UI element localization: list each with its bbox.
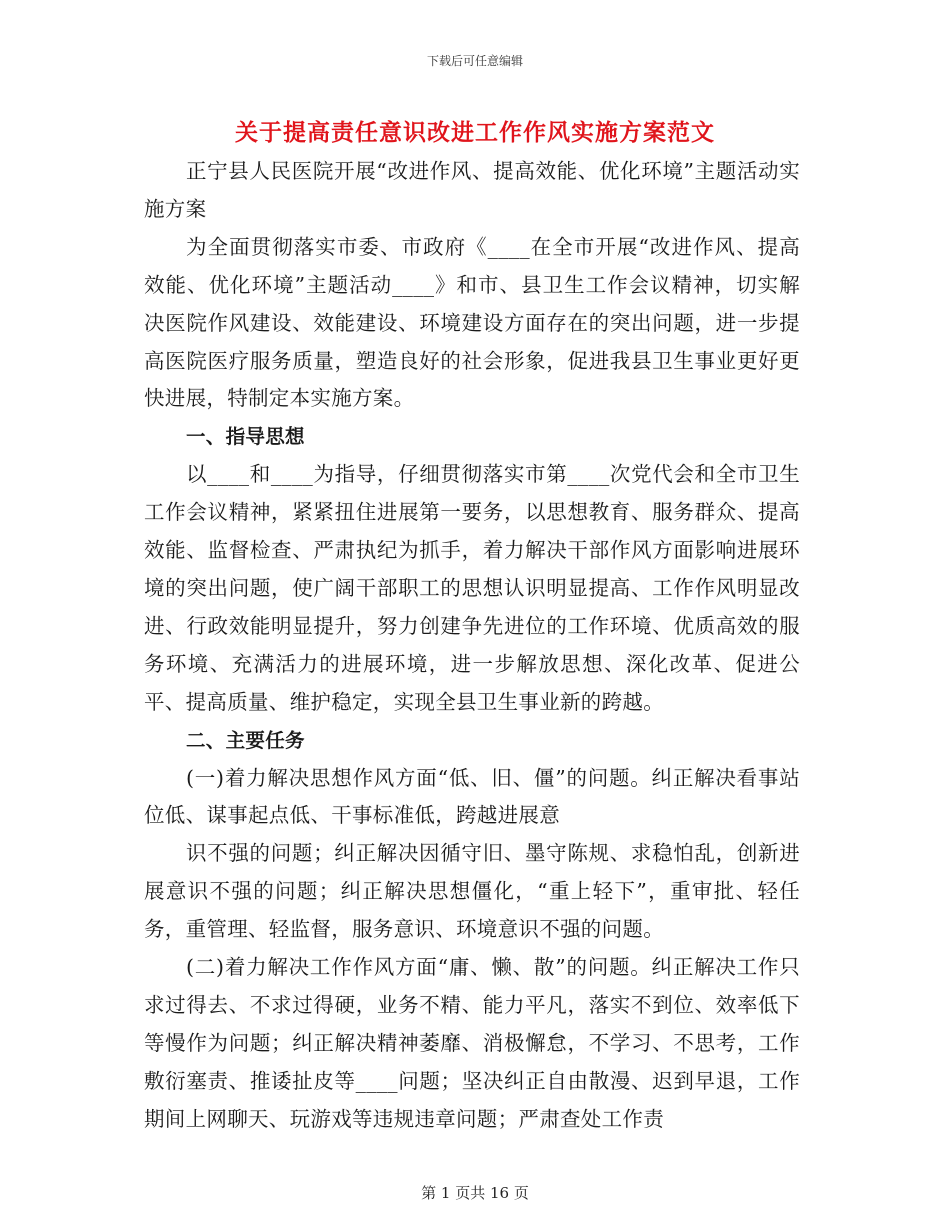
page-header-note: 下载后可任意编辑 (426, 54, 523, 68)
paragraph-subtitle: 正宁县人民医院开展“改进作风、提高效能、优化环境”主题活动实施方案 (144, 159, 800, 221)
document-title: 关于提高责任意识改进工作作风实施方案范文 (235, 120, 715, 146)
document-body (144, 153, 800, 1139)
paragraph-intro: 为全面贯彻落实市委、市政府《____在全市开展“改进作风、提高效能、优化环境”主题活动____》和市、县卫生工作会议精神，切实解决医院作风建设、效能建设、环境建设方面存在的突出问题，进一步提高医院医疗服务质量，塑造良好的社会形象，促进我县卫生事业更好更快进展，特制定本实施方案。 (144, 234, 800, 411)
section-heading-main-tasks: 二、主要任务 (186, 728, 305, 752)
paragraph-task-1b: 识不强的问题；纠正解决因循守旧、墨守陈规、求稳怕乱，创新进展意识不强的问题；纠正解决思想僵化，“重上轻下”，重审批、轻任务，重管理、轻监督，服务意识、环境意识不强的问题。 (144, 841, 800, 942)
section-heading-guiding-thought: 一、指导思想 (186, 425, 305, 449)
page-number-footer: 第 1 页共 16 页 (421, 1184, 529, 1202)
paragraph-task-2: (二)着力解决工作作风方面“庸、懒、散”的问题。纠正解决工作只求过得去、不求过得硬，业务不精、能力平凡，落实不到位、效率低下等慢作为问题；纠正解决精神萎靡、消极懈怠，不学习、不思考，工作敷衍塞责、推诿扯皮等____问题；坚决纠正自由散漫、迟到早退，工作期间上网聊天、玩游戏等违规违章问题；严肃查处工作责 (144, 955, 800, 1131)
paragraph-task-1a: (一)着力解决思想作风方面“低、旧、僵”的问题。纠正解决看事站位低、谋事起点低、干事标准低，跨越进展意 (144, 765, 800, 828)
paragraph-guiding-thought: 以____和____为指导，仔细贯彻落实市第____次党代会和全市卫生工作会议精神，紧紧扭住进展第一要务，以思想教育、服务群众、提高效能、监督检查、严肃执纪为抓手，着力解决干部作风方面影响进展环境的突出问题，使广阔干部职工的思想认识明显提高、工作作风明显改进、行政效能明显提升，努力创建争先进位的工作环境、优质高效的服务环境、充满活力的进展环境，进一步解放思想、深化改革、促进公平、提高质量、维护稳定，实现全县卫生事业新的跨越。 (144, 462, 800, 714)
